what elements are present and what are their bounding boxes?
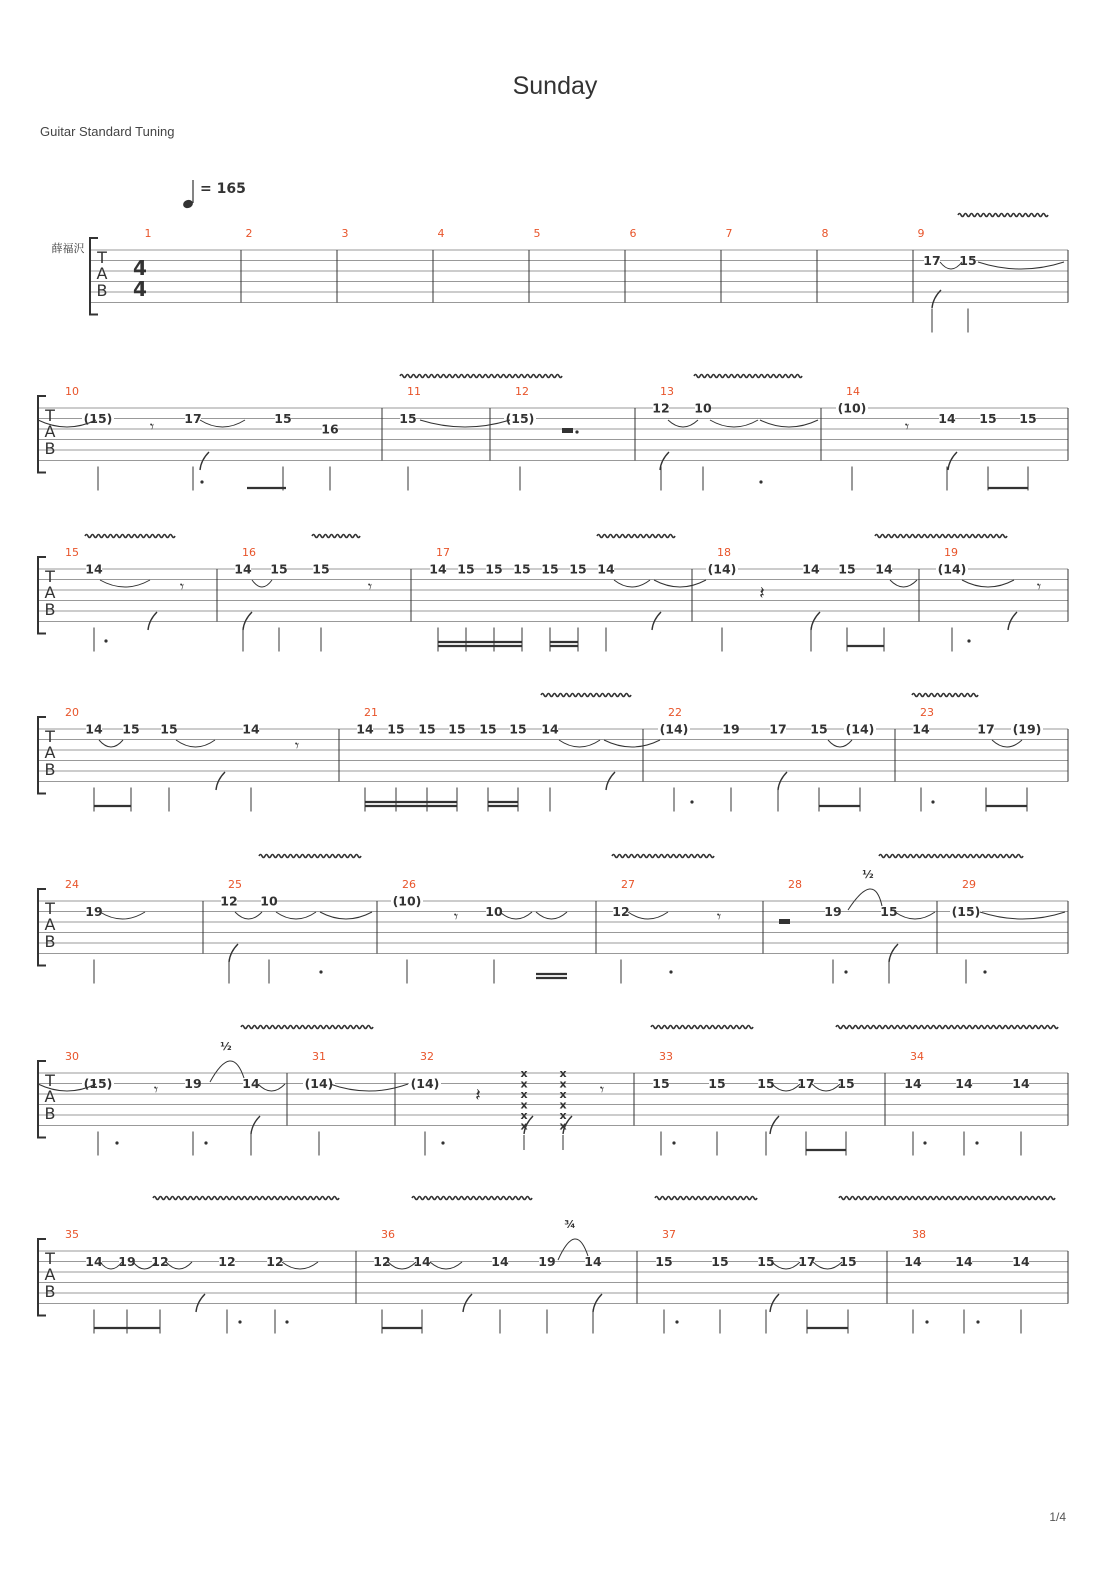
fret-number: 19 xyxy=(85,904,103,919)
measure-number: 27 xyxy=(621,878,635,891)
page-number: 1/4 xyxy=(1049,1510,1066,1524)
vibrato-mark xyxy=(259,855,361,858)
measure-number: 4 xyxy=(437,227,445,240)
fret-number: 14 xyxy=(491,1254,509,1269)
fret-number: 15 xyxy=(274,411,292,426)
vibrato-mark xyxy=(651,1026,753,1029)
tie-arc xyxy=(100,912,145,919)
tab-clef-t: T xyxy=(45,727,55,746)
measure-number: 2 xyxy=(245,227,253,240)
fret-number: 14 xyxy=(242,1076,260,1091)
fret-number: (15) xyxy=(83,1076,113,1091)
tab-clef-t: T xyxy=(97,248,107,267)
tie-arc xyxy=(668,420,698,427)
rhythm-dot xyxy=(925,1320,928,1323)
vibrato-mark xyxy=(958,214,1048,217)
vibrato-mark xyxy=(836,1026,1058,1029)
quarter-rest: 𝄽 xyxy=(759,583,765,604)
tab-clef-a: A xyxy=(44,915,56,934)
fret-number: 15 xyxy=(1019,411,1037,426)
score-title: Sunday xyxy=(512,72,598,100)
tie-arc xyxy=(536,912,567,919)
fret-number: (14) xyxy=(410,1076,440,1091)
rhythm-dot xyxy=(669,970,672,973)
vibrato-mark xyxy=(694,375,802,378)
vibrato-mark xyxy=(153,1197,339,1200)
vibrato-mark xyxy=(85,535,175,538)
tab-clef-t: T xyxy=(45,567,55,586)
fret-number: 15 xyxy=(270,561,288,577)
fret-number: 17 xyxy=(184,411,202,426)
measure-number: 37 xyxy=(662,1228,676,1241)
tab-clef-a: A xyxy=(44,583,56,602)
fret-number: 14 xyxy=(904,1076,922,1091)
tie-arc xyxy=(235,912,262,919)
rhythm-dot xyxy=(690,800,693,803)
fret-number: 15 xyxy=(708,1076,726,1091)
measure-number: 20 xyxy=(65,706,79,719)
fret-number: 15 xyxy=(569,561,587,577)
fret-number: 19 xyxy=(118,1254,136,1269)
tie-arc xyxy=(992,740,1022,747)
measure-number: 15 xyxy=(65,546,79,559)
fret-number: (15) xyxy=(83,411,113,426)
fret-number: 19 xyxy=(722,721,740,737)
fret-number: 15 xyxy=(837,1076,855,1091)
fret-number: (14) xyxy=(304,1076,334,1091)
measure-number: 17 xyxy=(436,546,450,559)
measure-number: 5 xyxy=(533,227,541,240)
tab-clef-t: T xyxy=(45,1071,55,1090)
tie-arc xyxy=(962,580,1014,587)
vibrato-mark xyxy=(875,535,1007,538)
fret-number: 12 xyxy=(373,1254,391,1269)
rhythm-dot xyxy=(285,1320,288,1323)
tie-arc xyxy=(258,1084,285,1091)
tie-arc xyxy=(812,1084,840,1091)
fret-number: 14 xyxy=(1012,1076,1030,1091)
fret-number: (10) xyxy=(837,400,867,416)
measure-number: 11 xyxy=(407,385,421,398)
fret-number: 15 xyxy=(979,411,997,426)
fret-number: 15 xyxy=(387,721,405,737)
tie-arc xyxy=(282,1262,318,1269)
measure-number: 6 xyxy=(629,227,637,240)
tempo-note-head xyxy=(182,199,194,210)
note-flag xyxy=(932,290,941,308)
measure-number: 19 xyxy=(944,546,958,559)
dead-note: x xyxy=(520,1077,528,1091)
measure-number: 14 xyxy=(846,385,860,398)
vibrato-mark xyxy=(912,694,978,697)
rhythm-dot xyxy=(238,1320,241,1323)
dead-note: x xyxy=(520,1088,528,1101)
fret-number: 14 xyxy=(938,411,956,426)
tab-clef-a: A xyxy=(96,264,108,283)
rhythm-dot xyxy=(104,639,107,642)
rhythm-dot xyxy=(976,1320,979,1323)
tie-arc xyxy=(430,1262,462,1269)
tie-arc xyxy=(252,580,272,587)
fret-number: (19) xyxy=(1012,721,1042,737)
rhythm-dot xyxy=(441,1141,444,1144)
tie-arc xyxy=(978,262,1064,269)
tie-arc xyxy=(654,580,706,587)
eighth-rest: 𝄾 xyxy=(149,417,155,436)
instrument-label: 薛福沢 xyxy=(51,242,85,255)
measure-number: 36 xyxy=(381,1228,395,1241)
vibrato-mark xyxy=(541,694,631,697)
tie-arc xyxy=(890,580,917,587)
fret-number: 14 xyxy=(85,1254,103,1269)
fret-number: 14 xyxy=(413,1254,431,1269)
fret-number: 17 xyxy=(977,721,995,737)
tie-arc xyxy=(895,912,935,919)
tie-arc xyxy=(100,580,150,587)
dead-note: x xyxy=(559,1098,567,1112)
fret-number: 10 xyxy=(485,904,503,919)
fret-number: 10 xyxy=(260,893,278,909)
measure-number: 29 xyxy=(962,878,976,891)
tab-clef-t: T xyxy=(45,1249,55,1268)
fret-number: 14 xyxy=(955,1254,973,1269)
eighth-rest: 𝄾 xyxy=(1036,577,1042,596)
tie-arc xyxy=(276,912,316,919)
fret-number: 14 xyxy=(802,561,820,577)
fret-number: 14 xyxy=(904,1254,922,1269)
measure-number: 34 xyxy=(910,1050,924,1063)
tab-clef-b: B xyxy=(44,1282,56,1301)
eighth-rest: 𝄾 xyxy=(904,417,910,436)
tab-clef-a: A xyxy=(44,1265,56,1284)
fret-number: 15 xyxy=(509,721,527,737)
tab-clef-t: T xyxy=(45,406,55,425)
measure-number: 31 xyxy=(312,1050,326,1063)
tie-arc xyxy=(710,420,758,427)
fret-number: 12 xyxy=(151,1254,169,1269)
dead-note: x xyxy=(559,1088,567,1101)
fret-number: 14 xyxy=(875,561,893,577)
tie-arc xyxy=(980,912,1065,919)
fret-number: 17 xyxy=(798,1254,816,1269)
tab-clef-b: B xyxy=(44,600,56,619)
fret-number: 15 xyxy=(757,1254,775,1269)
bend-label: ¾ xyxy=(564,1218,576,1231)
vibrato-mark xyxy=(879,855,1023,858)
eighth-rest: 𝄾 xyxy=(716,907,722,926)
fret-number: 19 xyxy=(184,1076,202,1091)
fret-number: 12 xyxy=(220,893,238,909)
rhythm-dot xyxy=(967,639,970,642)
fret-number: 14 xyxy=(597,561,615,577)
tab-clef-a: A xyxy=(44,1087,56,1106)
fret-number: (14) xyxy=(707,561,737,577)
fret-number: (10) xyxy=(392,893,422,909)
vibrato-mark xyxy=(412,1197,532,1200)
fret-number: 15 xyxy=(418,721,436,737)
measure-number: 12 xyxy=(515,385,529,398)
fret-number: 17 xyxy=(923,253,941,268)
tab-clef-b: B xyxy=(96,281,108,300)
measure-number: 13 xyxy=(660,385,674,398)
dead-note: x xyxy=(520,1067,528,1080)
fret-number: 14 xyxy=(955,1076,973,1091)
measure-number: 32 xyxy=(420,1050,434,1063)
bend-label: ½ xyxy=(220,1040,232,1053)
bend-label: ½ xyxy=(862,868,874,881)
rhythm-dot xyxy=(204,1141,207,1144)
measure-number: 8 xyxy=(821,227,829,240)
fret-number: 15 xyxy=(312,561,330,577)
measure-number: 35 xyxy=(65,1228,79,1241)
rhythm-dot xyxy=(844,970,847,973)
fret-number: 15 xyxy=(448,721,466,737)
tie-arc xyxy=(604,740,660,747)
fret-number: 19 xyxy=(538,1254,556,1269)
fret-number: 16 xyxy=(321,421,339,437)
tie-arc xyxy=(200,420,245,427)
eighth-rest: 𝄾 xyxy=(179,577,185,596)
measure-number: 1 xyxy=(144,227,152,240)
rhythm-dot xyxy=(575,430,578,433)
eighth-rest: 𝄾 xyxy=(599,1080,605,1099)
tab-clef-b: B xyxy=(44,1104,56,1123)
fret-number: 15 xyxy=(711,1254,729,1269)
fret-number: 15 xyxy=(513,561,531,577)
rhythm-dot xyxy=(319,970,322,973)
vibrato-mark xyxy=(612,855,714,858)
fret-number: 12 xyxy=(266,1254,284,1269)
fret-number: 14 xyxy=(1012,1254,1030,1269)
dead-note: x xyxy=(520,1109,528,1122)
eighth-rest: 𝄾 xyxy=(367,577,373,596)
tab-clef-b: B xyxy=(44,760,56,779)
fret-number: (14) xyxy=(937,561,967,577)
fret-number: 15 xyxy=(880,904,898,919)
fret-number: 15 xyxy=(485,561,503,577)
fret-number: (15) xyxy=(505,411,535,426)
tie-arc xyxy=(628,912,668,919)
fret-number: 14 xyxy=(541,721,559,737)
tie-arc xyxy=(614,580,650,587)
half-rest xyxy=(562,428,573,433)
vibrato-mark xyxy=(400,375,562,378)
tab-clef-t: T xyxy=(45,899,55,918)
tempo-marking: = 165 xyxy=(200,181,246,197)
vibrato-mark xyxy=(597,535,675,538)
fret-number: 19 xyxy=(824,904,842,919)
tie-arc xyxy=(320,912,372,919)
tie-arc xyxy=(772,1084,800,1091)
measure-number: 16 xyxy=(242,546,256,559)
vibrato-mark xyxy=(241,1026,373,1029)
rhythm-dot xyxy=(983,970,986,973)
fret-number: 14 xyxy=(912,721,930,737)
fret-number: 10 xyxy=(694,400,712,416)
vibrato-mark xyxy=(839,1197,1055,1200)
fret-number: 15 xyxy=(959,253,977,268)
tab-clef-a: A xyxy=(44,422,56,441)
rhythm-dot xyxy=(923,1141,926,1144)
time-signature-bottom: 4 xyxy=(133,277,147,301)
fret-number: 15 xyxy=(810,721,828,737)
measure-number: 24 xyxy=(65,878,79,891)
fret-number: (14) xyxy=(659,721,689,737)
measure-number: 28 xyxy=(788,878,802,891)
fret-number: 15 xyxy=(541,561,559,577)
measure-number: 33 xyxy=(659,1050,673,1063)
tie-arc xyxy=(828,740,852,747)
fret-number: 15 xyxy=(655,1254,673,1269)
quarter-rest: 𝄽 xyxy=(475,1085,481,1106)
tie-arc xyxy=(500,912,532,919)
measure-number: 9 xyxy=(917,227,925,240)
measure-number: 21 xyxy=(364,706,378,719)
fret-number: 12 xyxy=(652,400,670,416)
dead-note: x xyxy=(559,1067,567,1080)
fret-number: 17 xyxy=(769,721,787,737)
fret-number: 14 xyxy=(584,1254,602,1269)
rhythm-dot xyxy=(675,1320,678,1323)
fret-number: 12 xyxy=(612,904,630,919)
time-signature-top: 4 xyxy=(133,256,147,280)
fret-number: 15 xyxy=(838,561,856,577)
half-rest xyxy=(779,919,790,924)
measure-number: 18 xyxy=(717,546,731,559)
fret-number: 15 xyxy=(839,1254,857,1269)
fret-number: 17 xyxy=(797,1076,815,1091)
fret-number: 14 xyxy=(234,561,252,577)
dead-note: x xyxy=(559,1109,567,1122)
rhythm-dot xyxy=(200,480,203,483)
measure-number: 38 xyxy=(912,1228,926,1241)
rhythm-dot xyxy=(975,1141,978,1144)
dead-note: x xyxy=(520,1119,528,1133)
fret-number: 15 xyxy=(122,721,140,737)
fret-number: 14 xyxy=(356,721,374,737)
tie-arc xyxy=(166,1262,192,1269)
dead-note: x xyxy=(559,1119,567,1133)
fret-number: 15 xyxy=(399,411,417,426)
tab-clef-b: B xyxy=(44,932,56,951)
tie-arc xyxy=(176,740,215,747)
eighth-rest: 𝄾 xyxy=(294,736,300,755)
measure-number: 25 xyxy=(228,878,242,891)
fret-number: (15) xyxy=(951,904,981,919)
rhythm-dot xyxy=(759,480,762,483)
tie-arc xyxy=(388,1262,416,1269)
measure-number: 22 xyxy=(668,706,682,719)
tie-arc xyxy=(813,1262,842,1269)
tie-arc xyxy=(559,740,600,747)
vibrato-mark xyxy=(312,535,360,538)
tuning-label: Guitar Standard Tuning xyxy=(40,124,175,139)
tie-arc xyxy=(760,420,818,427)
tie-arc xyxy=(420,420,510,427)
measure-number: 3 xyxy=(341,227,349,240)
bend-arrow xyxy=(848,889,882,910)
fret-number: 12 xyxy=(218,1254,236,1269)
rhythm-dot xyxy=(672,1141,675,1144)
fret-number: 14 xyxy=(429,561,447,577)
fret-number: 15 xyxy=(652,1076,670,1091)
tab-clef-b: B xyxy=(44,439,56,458)
measure-number: 10 xyxy=(65,385,79,398)
measure-number: 23 xyxy=(920,706,934,719)
tie-arc xyxy=(772,1262,800,1269)
fret-number: 14 xyxy=(242,721,260,737)
measure-number: 26 xyxy=(402,878,416,891)
dead-note: x xyxy=(520,1098,528,1112)
fret-number: 15 xyxy=(457,561,475,577)
tie-arc xyxy=(99,740,123,747)
tab-clef-a: A xyxy=(44,743,56,762)
measure-number: 7 xyxy=(725,227,733,240)
fret-number: 15 xyxy=(479,721,497,737)
tie-arc xyxy=(330,1084,408,1091)
vibrato-mark xyxy=(655,1197,757,1200)
bend-arrow xyxy=(210,1061,244,1082)
eighth-rest: 𝄾 xyxy=(453,907,459,926)
fret-number: 15 xyxy=(757,1076,775,1091)
fret-number: 14 xyxy=(85,721,103,737)
fret-number: 14 xyxy=(85,561,103,577)
fret-number: 15 xyxy=(160,721,178,737)
rhythm-dot xyxy=(115,1141,118,1144)
fret-number: (14) xyxy=(845,721,875,737)
eighth-rest: 𝄾 xyxy=(153,1080,159,1099)
measure-number: 30 xyxy=(65,1050,79,1063)
rhythm-dot xyxy=(931,800,934,803)
dead-note: x xyxy=(559,1077,567,1091)
